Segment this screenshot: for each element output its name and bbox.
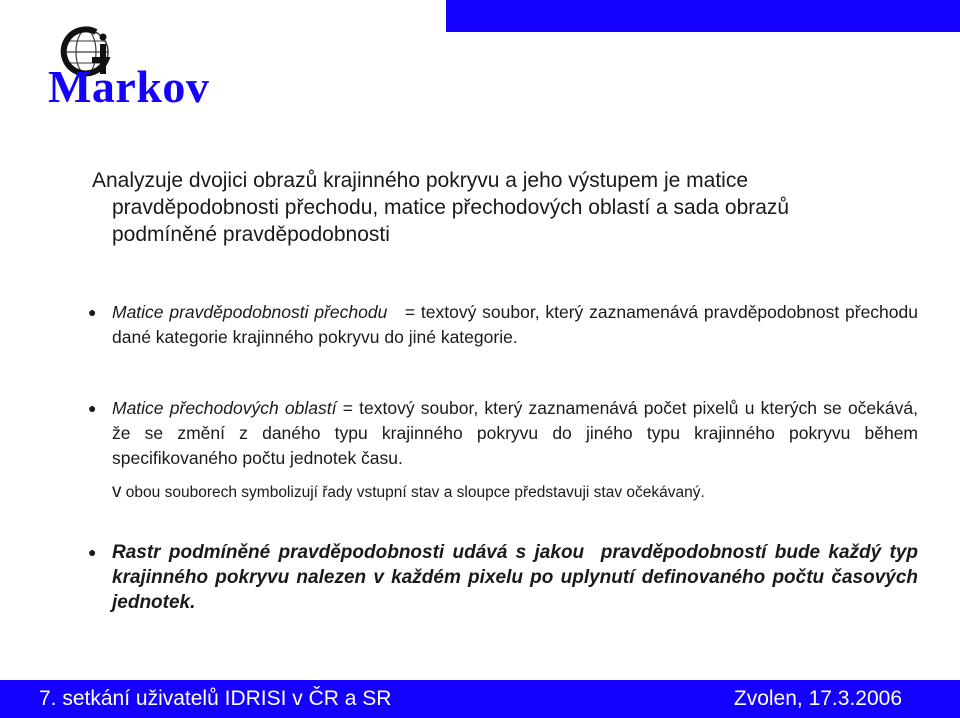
bullet-dot-icon: ● bbox=[88, 304, 97, 320]
bullet-text: Rastr podmíněné pravděpodobnosti udává s jakou pravděpodobností bude každý typ krajinného pokryvu nalezen v každém pixelu po uplynutí definovaného počtu časových jednotek. bbox=[112, 542, 924, 613]
logo-wordmark: Markov bbox=[48, 61, 210, 112]
bullet-conditional-probability bbox=[88, 540, 924, 615]
bullet-transition-matrix bbox=[88, 300, 923, 350]
bullet-text bbox=[88, 300, 923, 350]
bullet-dot-icon: ● bbox=[88, 400, 97, 416]
top-accent-bar bbox=[446, 0, 960, 32]
note-line bbox=[112, 481, 912, 504]
note-text: obou souborech symbolizují řady vstupní stav a sloupce představuji stav očekávaný. bbox=[121, 484, 705, 501]
bullet-text bbox=[88, 396, 918, 471]
footer-event: 7. setkání uživatelů IDRISI v ČR a SR bbox=[39, 687, 392, 710]
bullet-description: = textový soubor, který zaznamenává pravděpodobnost přechodu dané kategorie krajinného pokryvu do jiné kategorie. bbox=[112, 302, 923, 347]
bullet-term: Matice pravděpodobnosti přechodu bbox=[112, 302, 388, 322]
footer-bar bbox=[0, 680, 960, 718]
bullet-term: Matice přechodových oblastí bbox=[112, 398, 337, 418]
footer-date: Zvolen, 17.3.2006 bbox=[733, 687, 902, 710]
note-lead: v bbox=[112, 481, 122, 502]
intro-line-2: pravděpodobnosti přechodu, matice přechodových oblastí a sada obrazů bbox=[112, 196, 790, 219]
markov-logo bbox=[48, 18, 248, 118]
bullet-dot-icon: ● bbox=[88, 544, 97, 560]
intro-paragraph bbox=[92, 167, 852, 248]
intro-line-3: podmíněné pravděpodobnosti bbox=[112, 223, 390, 246]
bullet-description: = textový soubor, který zaznamenává počet pixelů u kterých se očekává, že se změní z daného typu krajinného pokryvu do jiného typu krajinného pokryvu během specifikovaného počtu jednotek času. bbox=[112, 398, 918, 468]
intro-line-1: Analyzuje dvojici obrazů krajinného pokryvu a jeho výstupem je matice bbox=[92, 169, 749, 192]
bullet-transition-areas bbox=[88, 396, 918, 471]
